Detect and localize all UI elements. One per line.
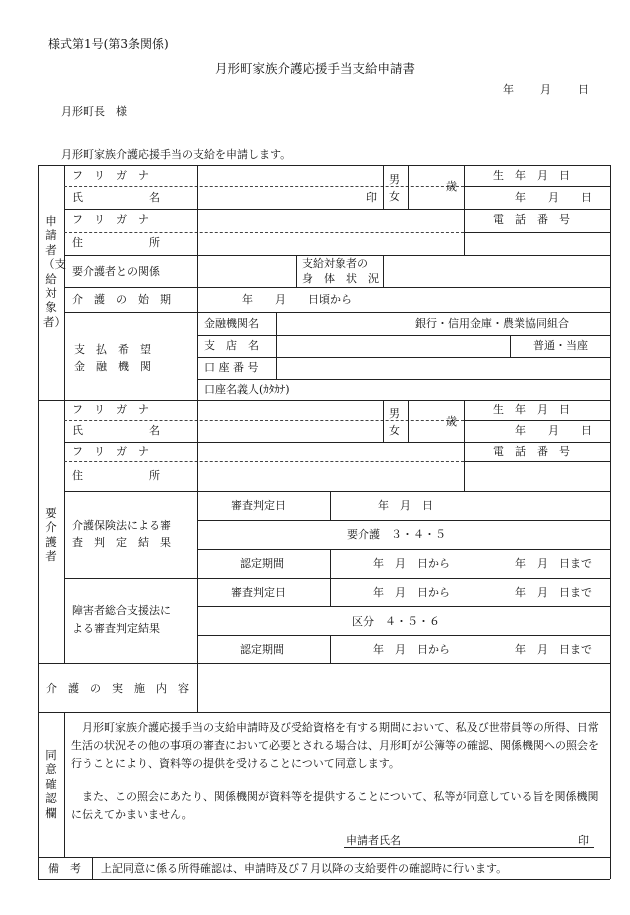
account-holder-label: 口座名義人(ｶﾀｶﾅ) (204, 383, 290, 396)
recipient-address-label: 住 所 (72, 469, 160, 482)
applicant-seal-mark: 印 (366, 191, 377, 204)
bank-name-label: 金融機関名 (204, 317, 259, 330)
care-start-value: 年 月 日頃から (242, 293, 352, 306)
review-date2-label: 審査判定日 (231, 586, 286, 599)
applicant-age-label: 歳 (446, 180, 457, 193)
cert-period2-label: 認定期間 (240, 643, 284, 656)
account-number-label: 口 座 番 号 (204, 361, 259, 374)
bank-label-1: 支 払 希 望 (74, 343, 151, 356)
applicant-section-label: 申請者（支給対象者） (43, 214, 66, 329)
bank-label-2: 金 融 機 関 (74, 360, 151, 373)
cert-period-from: 年 月 日から (373, 557, 450, 570)
recipient-male-option[interactable]: 男 (389, 407, 400, 420)
recipient-female-option[interactable]: 女 (389, 424, 400, 437)
recipient-birth-ymd: 年 月 日 (515, 424, 592, 437)
remarks-text: 上記同意に係る所得確認は、申請時及び７月以降の支給要件の確認時に行います。 (101, 862, 508, 875)
consent-section-label: 同意確認欄 (45, 748, 57, 820)
recipient-phone-label: 電 話 番 号 (493, 445, 570, 458)
cert-period2-to: 年 月 日まで (515, 643, 592, 656)
care-level-options: 要介護 ３・４・５ (347, 528, 446, 541)
recipient-name-label: 氏 名 (72, 424, 160, 437)
consent-paragraph-1: 月形町家族介護応援手当の支給申請時及び受給資格を有する期間において、私及び世帯員等の所得、日常生活の状況その他の事項の審査において必要とされる場合は、月形町が公簿等の確認、関係機関への照会を行うことにより、資料等の提供を受けることについて同意します。 (71, 721, 599, 771)
applicant-address-label: 住 所 (72, 236, 160, 249)
applicant-furigana2-label: フ リ ガ ナ (72, 213, 149, 226)
applicant-birth-label: 生 年 月 日 (493, 169, 570, 182)
date-day-label: 日 (578, 83, 589, 96)
cert-period-label: 認定期間 (240, 557, 284, 570)
consent-paragraph-2: また、この照会にあたり、関係機関が資料等を提供することについて、私等が同意している旨を関係機関に伝えてかまいません。 (71, 790, 599, 822)
signature-seal-mark: 印 (578, 834, 589, 847)
care-content-label: 介 護 の 実 施 内 容 (46, 682, 189, 695)
addressee: 月形町長 様 (61, 105, 127, 118)
review-date-label: 審査判定日 (231, 499, 286, 512)
recipient-section-label: 要介護者 (45, 506, 57, 564)
review-date-value: 年 月 日 (378, 499, 433, 512)
classification-options: 区分 ４・５・６ (352, 615, 440, 628)
signature-label: 申請者氏名 (346, 834, 401, 847)
applicant-condition-label-2: 身 体 状 況 (302, 272, 379, 285)
applicant-birth-ymd: 年 月 日 (515, 191, 592, 204)
cert-period-to: 年 月 日まで (515, 557, 592, 570)
date-year-label: 年 (503, 83, 514, 96)
applicant-male-option[interactable]: 男 (389, 173, 400, 186)
recipient-birth-label: 生 年 月 日 (493, 403, 570, 416)
disability-label-1: 障害者総合支援法に (72, 604, 171, 617)
recipient-age-label: 歳 (446, 415, 457, 428)
applicant-furigana-label: フ リ ガ ナ (72, 169, 149, 182)
applicant-female-option[interactable]: 女 (389, 190, 400, 203)
recipient-furigana-label: フ リ ガ ナ (72, 403, 149, 416)
applicant-name-label: 氏 名 (72, 191, 160, 204)
review-period-from: 年 月 日から (373, 586, 450, 599)
review-period-to: 年 月 日まで (515, 586, 592, 599)
bank-types: 銀行・信用金庫・農業協同組合 (415, 317, 569, 330)
insurance-label-2: 査 判 定 結 果 (72, 536, 171, 549)
insurance-label-1: 介護保険法による審 (72, 519, 171, 532)
intro-text: 月形町家族介護応援手当の支給を申請します。 (61, 148, 292, 161)
applicant-phone-label: 電 話 番 号 (493, 213, 570, 226)
branch-label: 支 店 名 (204, 339, 259, 352)
recipient-furigana2-label: フ リ ガ ナ (72, 445, 149, 458)
applicant-relation-label: 要介護者との関係 (72, 265, 160, 278)
applicant-condition-label-1: 支給対象者の (302, 257, 368, 270)
form-number: 様式第1号(第3条関係) (48, 37, 169, 51)
date-month-label: 月 (540, 83, 551, 96)
remarks-label: 備 考 (48, 862, 81, 875)
cert-period2-from: 年 月 日から (373, 643, 450, 656)
account-type: 普通・当座 (533, 339, 588, 352)
disability-label-2: よる審査判定結果 (72, 622, 160, 635)
page-title: 月形町家族介護応援手当支給申請書 (214, 61, 415, 76)
care-start-label: 介 護 の 始 期 (72, 293, 171, 306)
